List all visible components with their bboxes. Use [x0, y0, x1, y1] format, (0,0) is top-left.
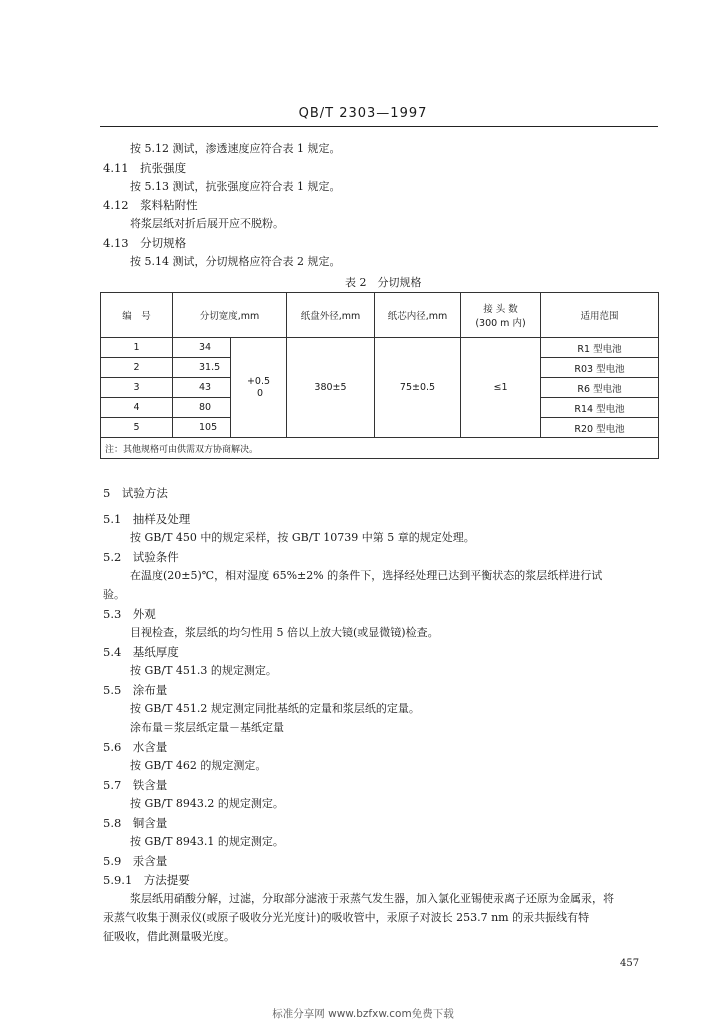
body-text-line: 按 5.14 测试，分切规格应符合表 2 规定。 [130, 255, 341, 268]
width-tolerance: +0.5 0 [231, 338, 287, 438]
standard-header: QB/T 2303—1997 [298, 106, 428, 121]
table-header-row [101, 293, 659, 338]
header-number: 编 号 [101, 293, 173, 338]
body-text-line: 目视检查，浆层纸的均匀性用 5 倍以上放大镜(或显微镜)检查。 [130, 626, 439, 639]
body-text-line: 验。 [103, 588, 125, 601]
footer-watermark: 标准分享网 www.bzfxw.com免费下载 [272, 1008, 454, 1020]
slitting-spec-table [100, 292, 659, 459]
body-text-line: 按 GB/T 451.3 的规定测定。 [130, 664, 277, 677]
row-width: 43 [173, 378, 231, 398]
body-text-line: 将浆层纸对折后展开应不脱粉。 [130, 217, 284, 230]
table-note: 注：其他规格可由供需双方协商解决。 [101, 438, 659, 459]
body-text-line: 按 GB/T 8943.1 的规定测定。 [130, 835, 284, 848]
section-heading: 5 试验方法 [103, 486, 168, 500]
core-diameter-value: 75±0.5 [375, 338, 461, 438]
section-heading: 4.12 浆料粘附性 [103, 198, 198, 212]
body-text-line: 在温度(20±5)℃，相对湿度 65%±2% 的条件下，选择经处理已达到平衡状态的浆层纸样进行试 [130, 569, 603, 582]
header-usage: 适用范围 [541, 293, 659, 338]
joints-value: ≤1 [461, 338, 541, 438]
section-heading: 5.8 铜含量 [103, 816, 168, 830]
section-heading: 5.9 汞含量 [103, 854, 168, 868]
section-heading: 5.1 抽样及处理 [103, 512, 191, 526]
row-usage: R6 型电池 [541, 378, 659, 398]
row-usage: R1 型电池 [541, 338, 659, 358]
section-heading: 5.9.1 方法提要 [103, 873, 190, 887]
section-heading: 5.2 试验条件 [103, 550, 179, 564]
section-heading: 5.4 基纸厚度 [103, 645, 179, 659]
section-heading: 4.11 抗张强度 [103, 161, 187, 175]
body-text-line: 按 GB/T 8943.2 的规定测定。 [130, 797, 284, 810]
body-text-line: 浆层纸用硝酸分解，过滤，分取部分滤液于汞蒸气发生器，加入氯化亚锡使汞离子还原为金属汞，将 [130, 892, 614, 905]
page-number: 457 [620, 958, 640, 969]
row-width: 34 [173, 338, 231, 358]
header-width: 分切宽度,mm [173, 293, 287, 338]
body-text-line: 按 5.12 测试，渗透速度应符合表 1 规定。 [130, 142, 341, 155]
row-number: 2 [101, 358, 173, 378]
body-text-line: 按 5.13 测试，抗张强度应符合表 1 规定。 [130, 180, 341, 193]
header-rule [100, 126, 658, 127]
table-note-row [101, 438, 659, 459]
table-caption: 表 2 分切规格 [345, 276, 422, 289]
row-number: 1 [101, 338, 173, 358]
row-number: 4 [101, 398, 173, 418]
section-heading: 4.13 分切规格 [103, 236, 187, 250]
body-text-line: 按 GB/T 450 中的规定采样，按 GB/T 10739 中第 5 章的规定处理。 [130, 531, 475, 544]
row-usage: R20 型电池 [541, 418, 659, 438]
row-usage: R03 型电池 [541, 358, 659, 378]
row-width: 105 [173, 418, 231, 438]
header-reel-diameter: 纸盘外径,mm [287, 293, 375, 338]
body-text-line: 汞蒸气收集于测汞仪(或原子吸收分光光度计)的吸收管中，汞原子对波长 253.7 nm 的汞共振线有特 [103, 911, 590, 924]
header-joints [461, 293, 541, 338]
header-core-diameter: 纸芯内径,mm [375, 293, 461, 338]
row-number: 5 [101, 418, 173, 438]
row-width: 80 [173, 398, 231, 418]
header-joints-label: 接 头 数 [483, 304, 518, 315]
section-heading: 5.6 水含量 [103, 740, 168, 754]
row-usage: R14 型电池 [541, 398, 659, 418]
reel-diameter-value: 380±5 [287, 338, 375, 438]
body-text-line: 按 GB/T 451.2 规定测定同批基纸的定量和浆层纸的定量。 [130, 702, 420, 715]
body-text-line: 涂布量＝浆层纸定量－基纸定量 [130, 721, 284, 734]
table-row [101, 338, 659, 358]
row-number: 3 [101, 378, 173, 398]
section-heading: 5.3 外观 [103, 607, 156, 621]
section-heading: 5.7 铁含量 [103, 778, 168, 792]
section-heading: 5.5 涂布量 [103, 683, 168, 697]
row-width: 31.5 [173, 358, 231, 378]
body-text-line: 按 GB/T 462 的规定测定。 [130, 759, 267, 772]
body-text-line: 征吸收，借此测量吸光度。 [103, 930, 235, 943]
header-joints-sub: (300 m 内) [475, 318, 526, 329]
